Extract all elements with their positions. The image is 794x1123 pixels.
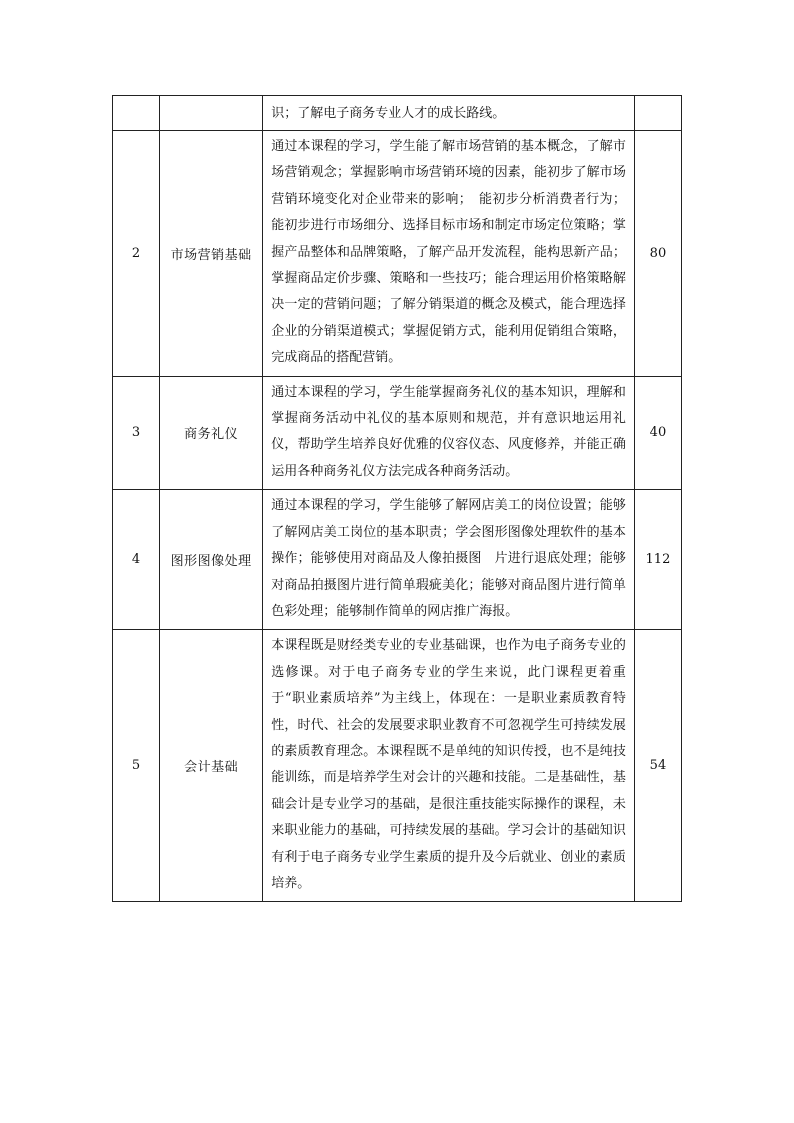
- course-hours-cell: 112: [634, 490, 681, 630]
- course-number-cell: 2: [113, 131, 160, 377]
- course-description-text: 通过本课程的学习，学生能掌握商务礼仪的基本知识，理解和掌握商务活动中礼仪的基本原则和规范，并有意识地运用礼仪，帮助学生培养良好优雅的仪容仪态、风度修养，并能正确运用各种商务礼仪方法完成各种商务活动。: [271, 384, 626, 479]
- course-number-cell: 4: [113, 490, 160, 630]
- course-hours-cell: [634, 96, 681, 131]
- course-name-cell: [160, 96, 263, 131]
- course-hours-cell: 40: [634, 376, 681, 490]
- table-row: [113, 131, 682, 377]
- table-row: [113, 630, 682, 902]
- course-description-text: 通过本课程的学习，学生能够了解网店美工的岗位设置；能够了解网店美工岗位的基本职责；学会图形图像处理软件的基本操作；能够使用对商品及人像拍摄图 片进行退底处理；能够对商品拍摄图片进行简单瑕疵美化；能够对商品图片进行简单色彩处理；能够制作简单的网店推广海报。: [271, 498, 626, 619]
- course-number-cell: 3: [113, 376, 160, 490]
- course-number-cell: [113, 96, 160, 131]
- course-description-text: 识；了解电子商务专业人才的成长路线。: [271, 105, 506, 121]
- table-row: [113, 490, 682, 630]
- course-table: [112, 95, 682, 902]
- course-description-text: 本课程既是财经类专业的专业基础课，也作为电子商务专业的选修课。对于电子商务专业的学生来说，此门课程更着重于“职业素质培养”为主线上，体现在：一是职业素质教育特性，时代、社会的发展要求职业教育不可忽视学生可持续发展的素质教育理念。本课程既不是单纯的知识传授，也不是纯技能训练，而是培养学生对会计的兴趣和技能。二是基础性，基础会计是专业学习的基础，是很注重技能实际操作的课程，未来职业能力的基础，可持续发展的基础。学习会计的基础知识有利于电子商务专业学生素质的提升及今后就业、创业的素质培养。: [271, 638, 626, 891]
- course-description-cell: [263, 490, 635, 630]
- table-row: [113, 376, 682, 490]
- course-hours-cell: 80: [634, 131, 681, 377]
- course-number-cell: 5: [113, 630, 160, 902]
- course-name-cell: 图形图像处理: [160, 490, 263, 630]
- course-name-cell: 市场营销基础: [160, 131, 263, 377]
- course-description-cell: [263, 376, 635, 490]
- course-hours-cell: 54: [634, 630, 681, 902]
- course-description-cell: [263, 131, 635, 377]
- course-name-cell: 商务礼仪: [160, 376, 263, 490]
- course-description-cell: [263, 96, 635, 131]
- course-description-cell: [263, 630, 635, 902]
- course-name-cell: 会计基础: [160, 630, 263, 902]
- course-description-text: 通过本课程的学习，学生能了解市场营销的基本概念，了解市场营销观念；掌握影响市场营销环境的因素，能初步了解市场营销环境变化对企业带来的影响； 能初步分析消费者行为；能初步进行市场细分、选择目标市场和制定市场定位策略；掌握产品整体和品牌策略，了解产品开发流程，能构思新产品；掌握商品定价步骤、策略和一些技巧；能合理运用价格策略解决一定的营销问题；了解分销渠道的概念及模式，能合理选择企业的分销渠道模式；掌握促销方式，能利用促销组合策略，完成商品的搭配营销。: [271, 139, 626, 366]
- table-row: [113, 96, 682, 131]
